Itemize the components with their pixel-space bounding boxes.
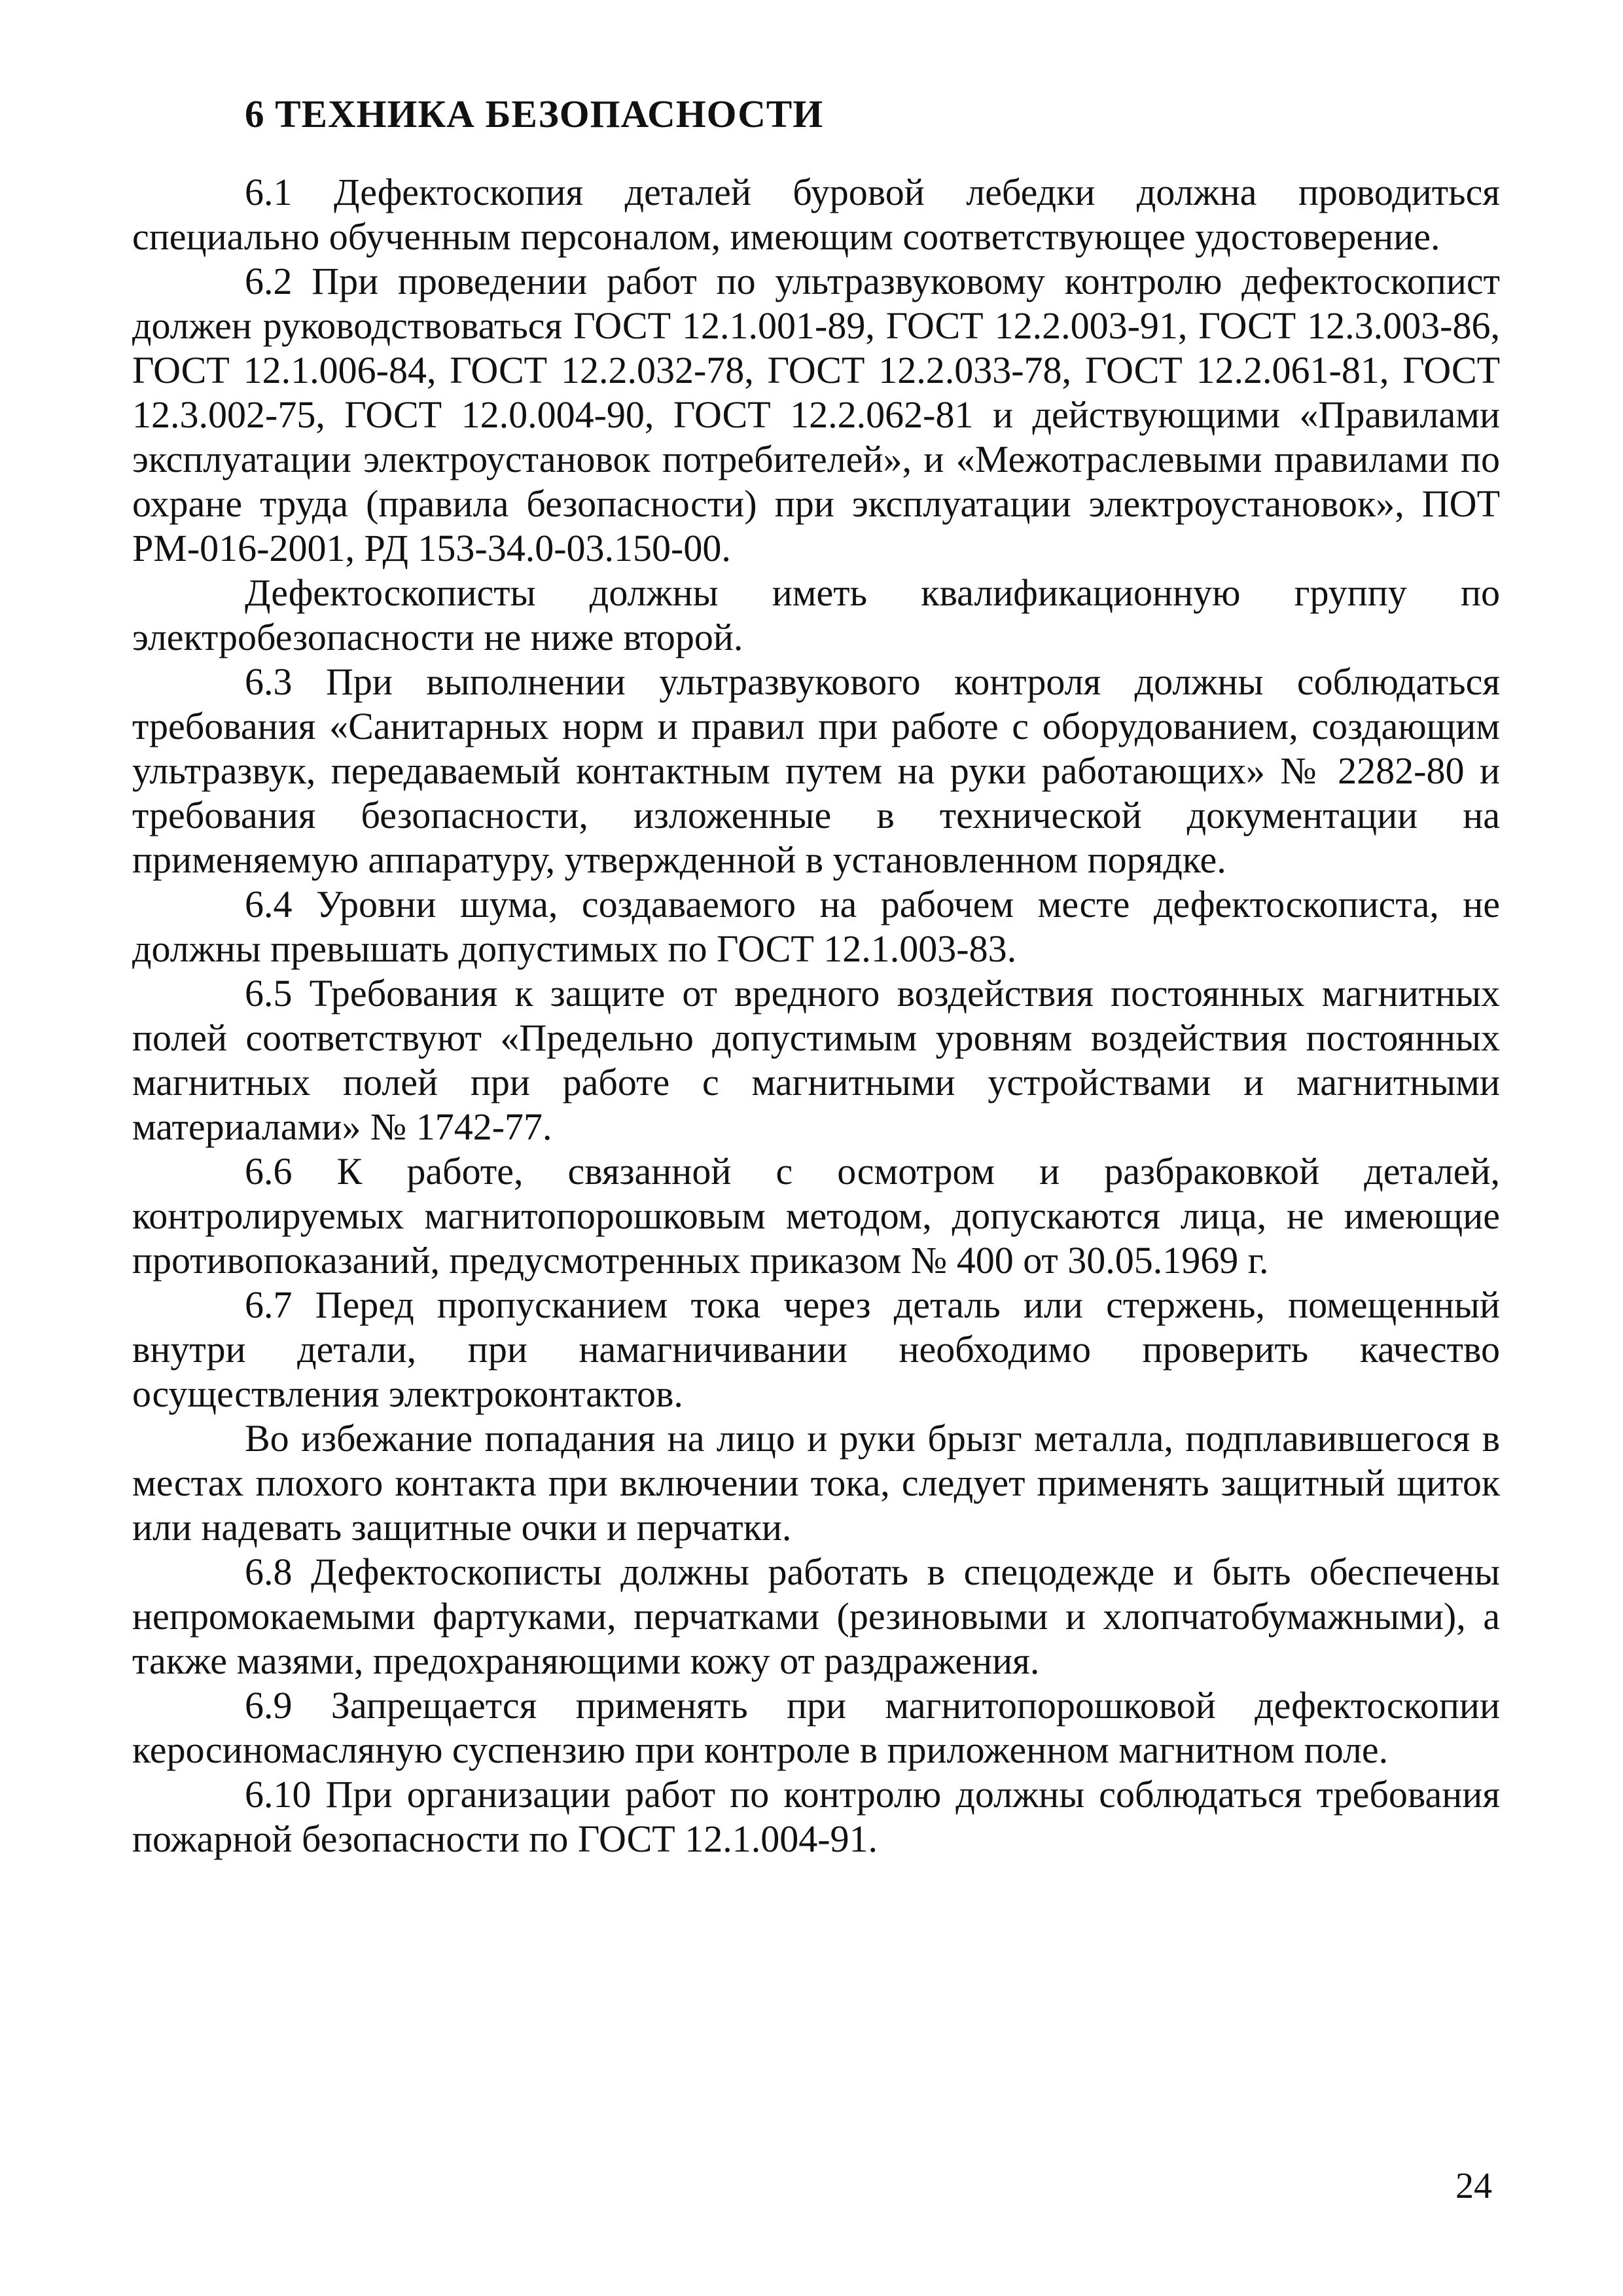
paragraph-6-6: 6.6 К работе, связанной с осмотром и разбраковкой деталей, контролируемых магнитопорошковым методом, допускаются лица, не имеющие противопоказаний, предусмотренных приказом № 400 от 30.05.1969 г. bbox=[132, 1150, 1500, 1282]
paragraph-6-3: 6.3 При выполнении ультразвукового контроля должны соблюдаться требования «Санитарных норм и правил при работе с оборудованием, создающим ультразвук, передаваемый контактным путем на руки работающих» № 2282-80 и требования безопасности, изложенные в технической документации на применяемую аппаратуру, утвержденной в установленном порядке. bbox=[132, 660, 1500, 881]
paragraph-6-7-protection: Во избежание попадания на лицо и руки брызг металла, подплавившегося в местах плохого контакта при включении тока, следует применять защитный щиток или надевать защитные очки и перчатки. bbox=[132, 1417, 1500, 1549]
paragraph-6-8: 6.8 Дефектоскописты должны работать в спецодежде и быть обеспечены непромокаемыми фартуками, перчатками (резиновыми и хлопчатобумажными), а также мазями, предохраняющими кожу от раздражения. bbox=[132, 1551, 1500, 1682]
paragraph-6-4: 6.4 Уровни шума, создаваемого на рабочем месте дефектоскописта, не должны превышать допустимых по ГОСТ 12.1.003-83. bbox=[132, 883, 1500, 970]
paragraph-6-2-qualification: Дефектоскописты должны иметь квалификационную группу по электробезопасности не ниже второй. bbox=[132, 571, 1500, 658]
paragraph-6-9: 6.9 Запрещается применять при магнитопорошковой дефектоскопии керосиномасляную суспензию при контроле в приложенном магнитном поле. bbox=[132, 1684, 1500, 1771]
section-heading: 6 ТЕХНИКА БЕЗОПАСНОСТИ bbox=[245, 92, 824, 135]
page-number: 24 bbox=[1455, 2166, 1492, 2206]
paragraph-6-5: 6.5 Требования к защите от вредного воздействия постоянных магнитных полей соответствуют «Предельно допустимым уровням воздействия постоянных магнитных полей при работе с магнитными устройствами и магнитными материалами» № 1742-77. bbox=[132, 972, 1500, 1148]
paragraph-6-7: 6.7 Перед пропусканием тока через деталь или стержень, помещенный внутри детали, при намагничивании необходимо проверить качество осуществления электроконтактов. bbox=[132, 1283, 1500, 1415]
paragraph-6-2: 6.2 При проведении работ по ультразвуковому контролю дефектоскопист должен руководствоваться ГОСТ 12.1.001-89, ГОСТ 12.2.003-91, ГОСТ 12.3.003-86, ГОСТ 12.1.006-84, ГОСТ 12.2.032-78, ГОСТ 12.2.033-78, ГОСТ 12.2.061-81, ГОСТ 12.3.002-75, ГОСТ 12.0.004-90, ГОСТ 12.2.062-81 и действующими «Правилами эксплуатации электроустановок потребителей», и «Межотраслевыми правилами по охране труда (правила безопасности) при эксплуатации электроустановок», ПОТ РМ-016-2001, РД 153-34.0-03.150-00. bbox=[132, 260, 1500, 569]
section-body bbox=[132, 92, 1500, 1861]
paragraph-6-1: 6.1 Дефектоскопия деталей буровой лебедки должна проводиться специально обученным персоналом, имеющим соответствующее удостоверение. bbox=[132, 171, 1500, 258]
paragraph-6-10: 6.10 При организации работ по контролю должны соблюдаться требования пожарной безопасности по ГОСТ 12.1.004-91. bbox=[132, 1773, 1500, 1860]
